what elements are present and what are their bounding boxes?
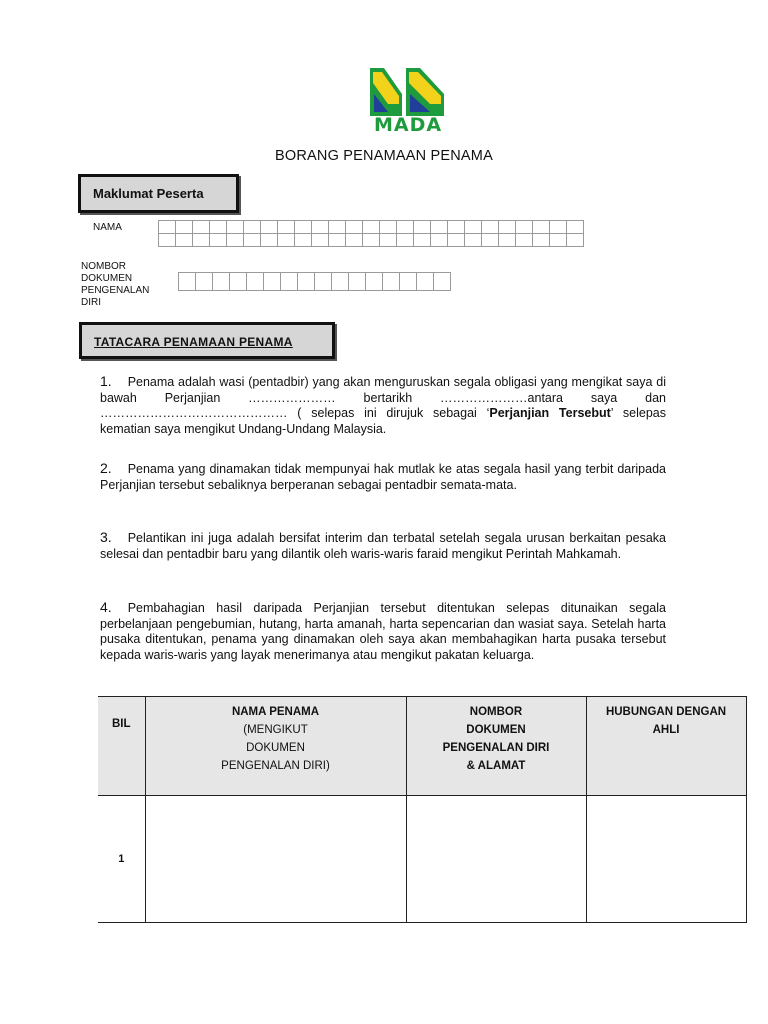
header-line: HUBUNGAN DENGAN <box>605 706 727 718</box>
name-char-cell[interactable] <box>397 221 414 234</box>
name-char-cell[interactable] <box>193 221 210 234</box>
cell-id-document-address[interactable] <box>406 796 586 923</box>
paragraph-number: 3. <box>100 529 112 545</box>
name-char-cell[interactable] <box>159 234 176 247</box>
id-char-cell[interactable] <box>298 273 315 291</box>
name-char-cell[interactable] <box>448 221 465 234</box>
name-char-cell[interactable] <box>550 221 567 234</box>
id-char-cell[interactable] <box>383 273 400 291</box>
paragraph-2 <box>100 461 666 493</box>
name-char-cell[interactable] <box>380 221 397 234</box>
name-char-cell[interactable] <box>159 221 176 234</box>
name-char-cell[interactable] <box>261 221 278 234</box>
id-char-cell[interactable] <box>349 273 366 291</box>
name-char-cell[interactable] <box>210 221 227 234</box>
participant-section-header <box>78 174 239 213</box>
name-char-cell[interactable] <box>431 221 448 234</box>
id-char-cell[interactable] <box>417 273 434 291</box>
name-char-cell[interactable] <box>397 234 414 247</box>
name-char-cell[interactable] <box>516 234 533 247</box>
name-char-cell[interactable] <box>465 234 482 247</box>
paragraph-number: 1. <box>100 373 112 389</box>
paragraph-number: 2. <box>100 460 112 476</box>
name-char-cell[interactable] <box>176 221 193 234</box>
id-document-character-grid[interactable] <box>178 272 451 291</box>
id-char-cell[interactable] <box>179 273 196 291</box>
name-char-row <box>159 234 584 247</box>
form-title: BORANG PENAMAAN PENAMA <box>275 148 493 164</box>
paragraph-bold-term: Perjanjian Tersebut <box>489 406 611 420</box>
id-char-cell[interactable] <box>196 273 213 291</box>
name-char-cell[interactable] <box>312 234 329 247</box>
name-char-row <box>159 221 584 234</box>
name-char-cell[interactable] <box>261 234 278 247</box>
name-char-cell[interactable] <box>210 234 227 247</box>
paragraph-text: Penama yang dinamakan tidak mempunyai hak mutlak ke atas segala hasil yang terbit daripada Perjanjian tersebut sebaliknya berperanan sebagai pentadbir semata-mata. <box>100 462 666 492</box>
name-char-cell[interactable] <box>329 234 346 247</box>
id-char-cell[interactable] <box>281 273 298 291</box>
id-char-cell[interactable] <box>213 273 230 291</box>
paragraph-text: Pembahagian hasil daripada Perjanjian tersebut ditentukan selepas ditunaikan segala perbelanjaan pengebumian, hutang, harta amanah, harta sepencarian dan wasiat saya. Setelah harta pusaka ditentukan, penama yang dinamakan oleh saya akan membahagikan harta pusaka tersebut kepada waris-waris yang layak menerimanya atau mengikut pakatan keluarga. <box>100 601 666 662</box>
name-char-cell[interactable] <box>346 221 363 234</box>
header-bil: BIL <box>98 697 145 796</box>
name-char-cell[interactable] <box>533 234 550 247</box>
id-char-cell[interactable] <box>264 273 281 291</box>
id-label-line: DOKUMEN <box>81 273 133 284</box>
paragraph-text: ’ selepas kematian saya mengikut Undang-Undang Malaysia. <box>100 406 666 436</box>
id-label-line: PENGENALAN <box>81 285 150 296</box>
header-line: PENGENALAN DIRI) <box>221 760 330 772</box>
procedure-section-header <box>79 322 335 359</box>
name-char-cell[interactable] <box>295 221 312 234</box>
name-char-cell[interactable] <box>278 221 295 234</box>
id-char-cell[interactable] <box>315 273 332 291</box>
header-line: NOMBOR <box>469 706 523 718</box>
name-char-cell[interactable] <box>414 234 431 247</box>
name-char-cell[interactable] <box>414 221 431 234</box>
name-char-cell[interactable] <box>482 221 499 234</box>
cell-nominee-name[interactable] <box>145 796 406 923</box>
name-char-cell[interactable] <box>244 221 261 234</box>
name-char-cell[interactable] <box>227 221 244 234</box>
header-id-document-address <box>406 697 586 796</box>
header-line: (MENGIKUT <box>243 724 308 736</box>
cell-relationship[interactable] <box>586 796 746 923</box>
name-char-cell[interactable] <box>244 234 261 247</box>
header-line: PENGENALAN DIRI <box>442 742 550 754</box>
paragraph-4 <box>100 600 666 663</box>
name-char-cell[interactable] <box>567 234 584 247</box>
header-line: AHLI <box>652 724 680 736</box>
name-char-cell[interactable] <box>499 234 516 247</box>
logo-text: MADA <box>373 114 443 136</box>
id-char-cell[interactable] <box>400 273 417 291</box>
id-char-cell[interactable] <box>247 273 264 291</box>
name-char-cell[interactable] <box>533 221 550 234</box>
id-char-cell[interactable] <box>366 273 383 291</box>
name-char-cell[interactable] <box>363 221 380 234</box>
name-label: NAMA <box>93 222 122 233</box>
name-char-cell[interactable] <box>567 221 584 234</box>
name-char-cell[interactable] <box>295 234 312 247</box>
name-char-cell[interactable] <box>346 234 363 247</box>
table-header-row <box>98 697 746 796</box>
name-char-cell[interactable] <box>465 221 482 234</box>
name-char-cell[interactable] <box>193 234 210 247</box>
header-relationship <box>586 697 746 796</box>
nominee-table <box>98 696 747 923</box>
header-line: & ALAMAT <box>466 760 526 772</box>
name-char-cell[interactable] <box>227 234 244 247</box>
header-line: DOKUMEN <box>466 724 526 736</box>
name-char-cell[interactable] <box>329 221 346 234</box>
name-char-cell[interactable] <box>176 234 193 247</box>
table-row <box>98 796 746 923</box>
name-char-cell[interactable] <box>499 221 516 234</box>
id-char-row <box>179 273 451 291</box>
paragraph-1 <box>100 374 666 437</box>
name-char-cell[interactable] <box>482 234 499 247</box>
name-char-cell[interactable] <box>550 234 567 247</box>
name-char-cell[interactable] <box>431 234 448 247</box>
id-char-cell[interactable] <box>230 273 247 291</box>
name-char-cell[interactable] <box>380 234 397 247</box>
header-nominee-name <box>145 697 406 796</box>
id-label-line: DIRI <box>81 297 101 308</box>
paragraph-3 <box>100 530 666 562</box>
paragraph-number: 4. <box>100 599 112 615</box>
mada-logo <box>364 64 450 140</box>
header-line: NAMA PENAMA <box>231 706 320 718</box>
name-char-cell[interactable] <box>448 234 465 247</box>
cell-bil: 1 <box>98 796 145 923</box>
name-character-grid[interactable] <box>158 220 584 247</box>
procedure-section-title: TATACARA PENAMAAN PENAMA <box>94 335 293 349</box>
id-char-cell[interactable] <box>332 273 349 291</box>
header-line: DOKUMEN <box>246 742 305 754</box>
id-label-line: NOMBOR <box>81 261 126 272</box>
id-char-cell[interactable] <box>434 273 451 291</box>
name-char-cell[interactable] <box>516 221 533 234</box>
paragraph-text: Pelantikan ini juga adalah bersifat interim dan terbatal setelah segala urusan berkaitan pesaka selesai dan pentadbir baru yang dilantik oleh waris-waris faraid mengikut Perintah Mahkamah. <box>100 531 666 561</box>
participant-section-title: Maklumat Peserta <box>93 186 204 201</box>
name-char-cell[interactable] <box>312 221 329 234</box>
name-char-cell[interactable] <box>363 234 380 247</box>
paragraph-text: Penama adalah wasi (pentadbir) yang akan menguruskan segala obligasi yang mengikat saya di bawah Perjanjian ………………… bertarikh …………………antara saya dan ……………………………………… ( selepas ini dirujuk sebagai ‘ <box>100 375 666 420</box>
name-char-cell[interactable] <box>278 234 295 247</box>
id-document-label <box>81 261 149 309</box>
